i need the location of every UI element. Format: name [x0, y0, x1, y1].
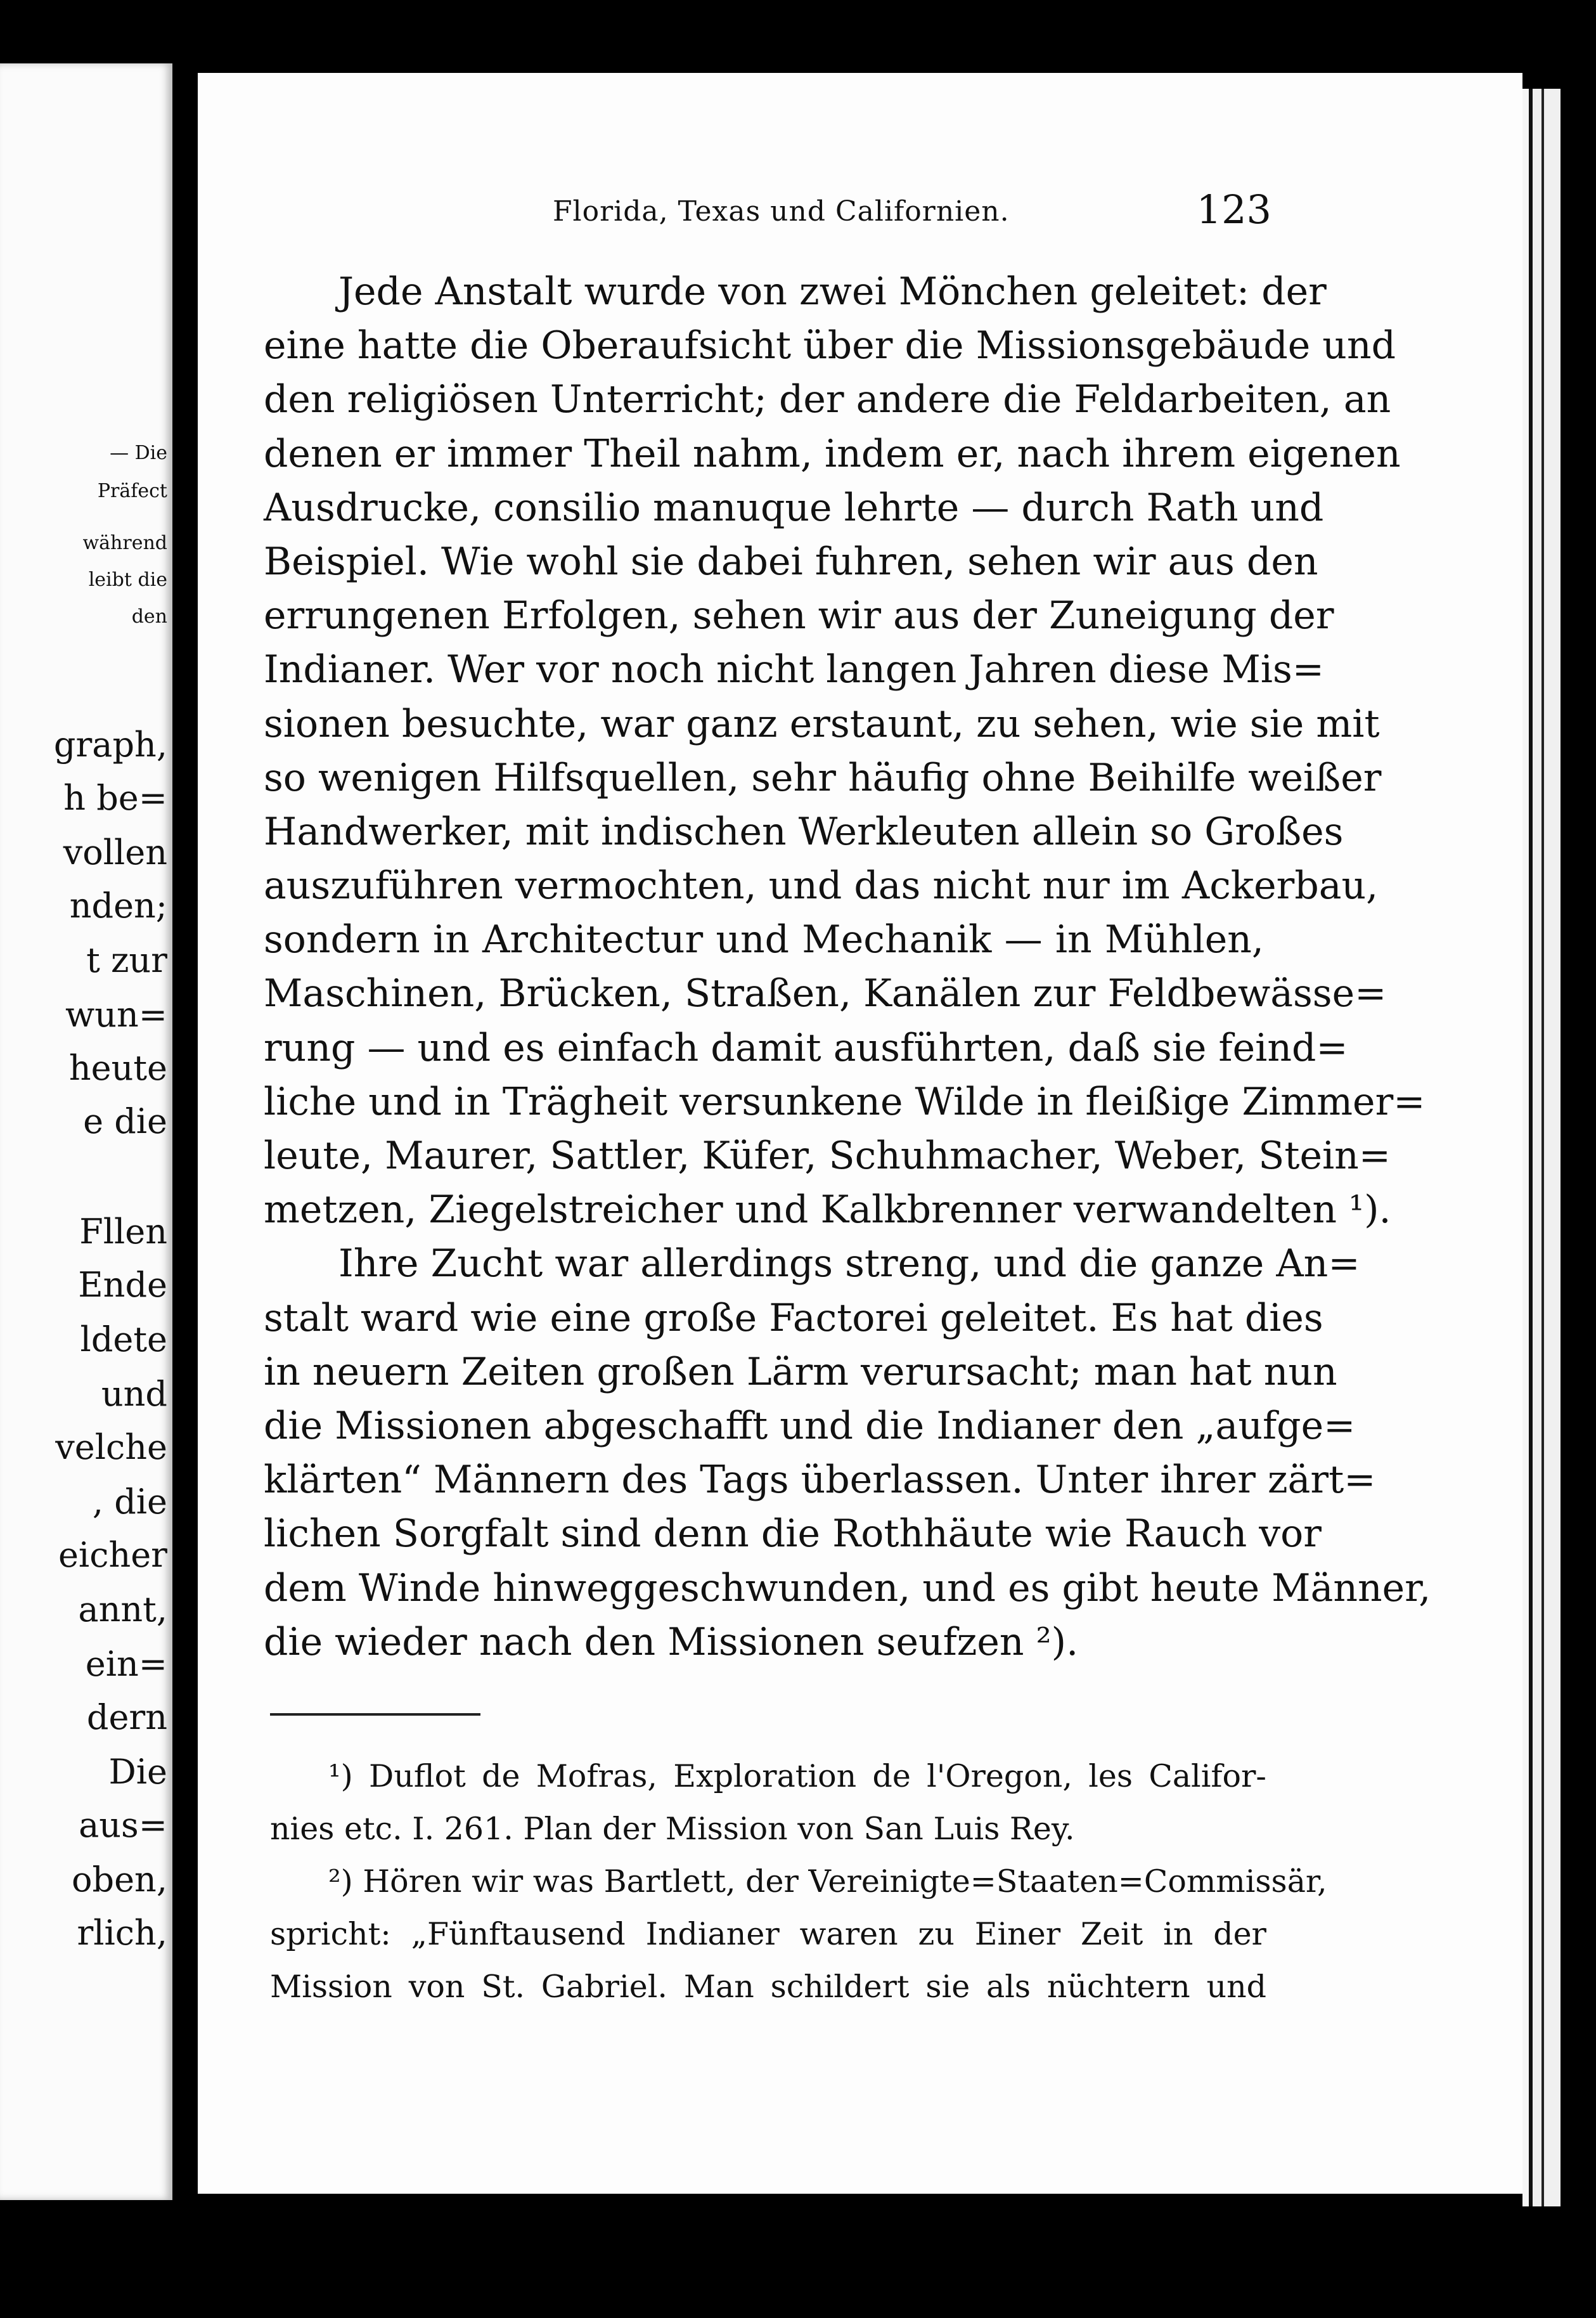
text-line: klärten“ Männern des Tags überlassen. Unter ihrer zärt= — [264, 1458, 1376, 1503]
text-line: Handwerker, mit indischen Werkleuten allein so Großes — [264, 809, 1344, 854]
left-page-text: eicher — [58, 1535, 167, 1575]
text-line: Ihre Zucht war allerdings streng, und die ganze An= — [338, 1241, 1360, 1286]
text-line: liche und in Trägheit versunkene Wilde in fleißige Zimmer= — [264, 1079, 1425, 1124]
text-line: so wenigen Hilfsquellen, sehr häufig ohne Beihilfe weißer — [264, 755, 1382, 800]
footnote-line: ²) Hören wir was Bartlett, der Vereinigte=Staaten=Commissär, — [328, 1863, 1327, 1900]
left-page-text: h be= — [63, 778, 167, 818]
text-line: auszuführen vermochten, und das nicht nur im Ackerbau, — [264, 864, 1379, 909]
left-page-text: und — [101, 1374, 167, 1414]
text-line: den religiösen Unterricht; der andere die Feldarbeiten, an — [264, 377, 1391, 422]
text-line: die wieder nach den Missionen seufzen ²). — [264, 1619, 1079, 1664]
left-page-text: heute — [68, 1048, 167, 1088]
text-line: stalt ward wie eine große Factorei geleitet. Es hat dies — [264, 1295, 1323, 1340]
footnote-line: ¹) Duflot de Mofras, Exploration de l'Oregon, les Califor- — [328, 1758, 1266, 1794]
footnote-line: spricht: „Fünftausend Indianer waren zu Einer Zeit in der — [270, 1916, 1266, 1952]
text-line: in neuern Zeiten großen Lärm verursacht; man hat nun — [264, 1349, 1337, 1394]
left-page-text: leibt die — [88, 569, 167, 591]
page-header — [352, 186, 1271, 241]
left-page-text: ldete — [80, 1319, 167, 1359]
footnote-separator — [270, 1713, 480, 1716]
left-page-text: während — [82, 532, 167, 554]
left-page-text: graph, — [53, 725, 167, 765]
text-line: Beispiel. Wie wohl sie dabei fuhren, sehen wir aus den — [264, 539, 1318, 584]
text-line: eine hatte die Oberaufsicht über die Missionsgebäude und — [264, 323, 1396, 368]
left-page-text: dern — [86, 1697, 167, 1737]
body-text — [264, 265, 1431, 1669]
text-line: denen er immer Theil nahm, indem er, nach ihrem eigenen — [264, 431, 1401, 476]
footnote-line: Mission von St. Gabriel. Man schildert sie als nüchtern und — [270, 1969, 1266, 2005]
text-line: sondern in Architectur und Mechanik — in Mühlen, — [264, 917, 1264, 962]
left-page-text: rlich, — [77, 1913, 167, 1953]
text-line: errungenen Erfolgen, sehen wir aus der Zuneigung der — [264, 593, 1334, 638]
left-page-text: aus= — [79, 1805, 167, 1845]
text-line: rung — und es einfach damit ausführten, daß sie feind= — [264, 1025, 1348, 1070]
text-line: die Missionen abgeschafft und die Indianer den „aufge= — [264, 1403, 1356, 1448]
page-stack-edge — [1522, 89, 1561, 2206]
left-page-text: , die — [92, 1482, 167, 1522]
text-line: Maschinen, Brücken, Straßen, Kanälen zur Feldbewässe= — [264, 971, 1387, 1016]
text-line: lichen Sorgfalt sind denn die Rothhäute wie Rauch vor — [264, 1512, 1322, 1557]
left-page-text: Ende — [78, 1265, 167, 1305]
running-title: Florida, Texas und Californien. — [553, 195, 1010, 228]
left-page-text: e die — [83, 1101, 167, 1141]
left-page-text: ein= — [85, 1644, 167, 1684]
left-page-text: Fllen — [79, 1212, 167, 1252]
text-line: sionen besuchte, war ganz erstaunt, zu sehen, wie sie mit — [264, 701, 1380, 746]
page-number: 123 — [1196, 186, 1271, 233]
left-page-fragment — [0, 63, 172, 2200]
left-page-text: velche — [55, 1427, 167, 1467]
left-page-text: Die — [108, 1752, 167, 1792]
footnote-line: nies etc. I. 261. Plan der Mission von San Luis Rey. — [270, 1811, 1075, 1847]
left-page-text: den — [131, 605, 167, 628]
footnotes — [270, 1750, 1327, 2013]
left-page-text: vollen — [63, 832, 167, 872]
text-line: dem Winde hinweggeschwunden, und es gibt heute Männer, — [264, 1565, 1431, 1610]
left-page-text: t zur — [86, 940, 167, 980]
text-line: metzen, Ziegelstreicher und Kalkbrenner verwandelten ¹). — [264, 1188, 1391, 1233]
left-page-text: — Die — [110, 442, 167, 464]
left-page-text: wun= — [65, 995, 167, 1035]
left-page-text: Präfect — [97, 480, 167, 502]
left-page-text: oben, — [72, 1860, 167, 1900]
left-page-text: annt, — [78, 1590, 167, 1629]
text-line: Indianer. Wer vor noch nicht langen Jahren diese Mis= — [264, 647, 1325, 692]
text-line: Ausdrucke, consilio manuque lehrte — durch Rath und — [264, 485, 1324, 530]
left-page-text: nden; — [69, 886, 167, 926]
text-line: leute, Maurer, Sattler, Küfer, Schuhmacher, Weber, Stein= — [264, 1134, 1391, 1178]
text-line: Jede Anstalt wurde von zwei Mönchen geleitet: der — [338, 269, 1327, 314]
